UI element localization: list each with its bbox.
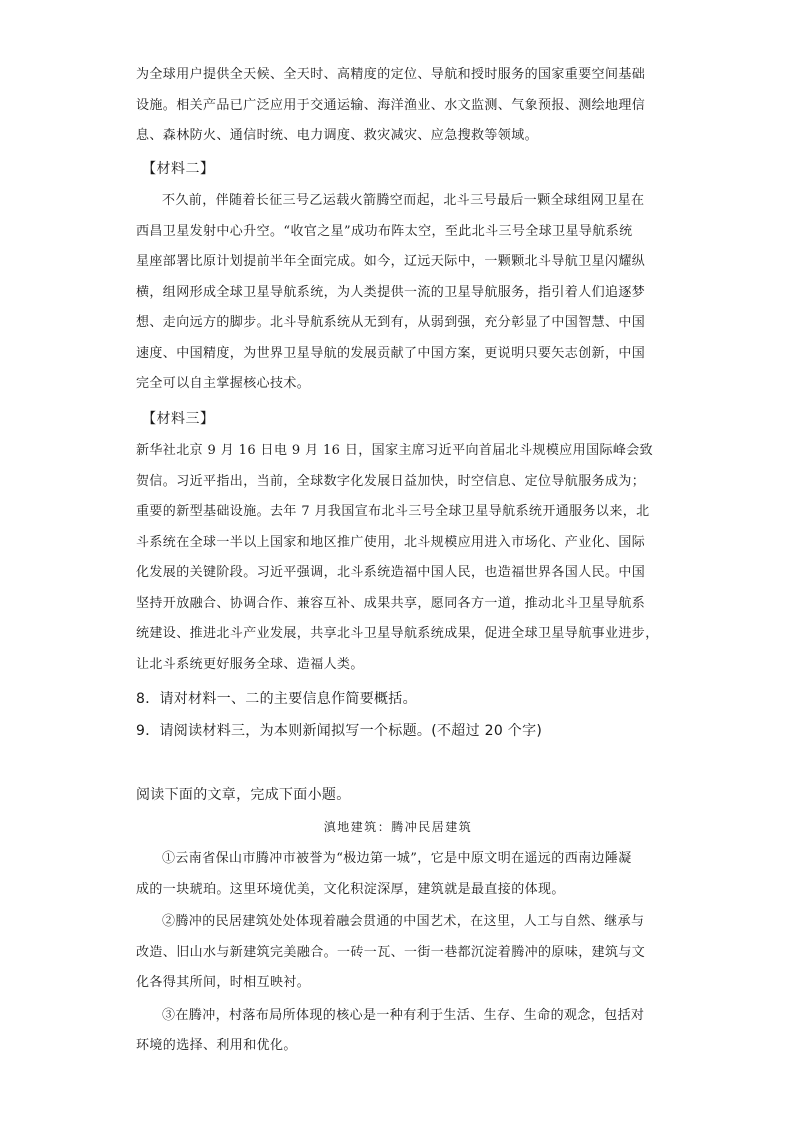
material-three-paragraph [136,436,660,680]
text-line: 新华社北京 9 月 16 日电 9 月 16 日，国家主席习近平向首届北斗规模应用国际峰会致 [136,443,654,458]
material-three-heading: 【材料三】 [142,411,215,427]
text-line: 贺信。习近平指出，当前，全球数字化发展日益加快，时空信息、定位导航服务成为； [136,473,646,489]
text-line: ①云南省保山市腾冲市被誉为“极边第一城”，它是中原文明在遥远的西南边陲凝 [162,851,632,866]
material-two-heading: 【材料二】 [142,161,215,177]
question-8: 8．请对材料一、二的主要信息作简要概括。 [136,691,417,707]
text-line: 统建设、推进北斗产业发展，共享北斗卫星导航系统成果，促进全球卫星导航事业进步， [136,626,659,641]
article-title: 滇地建筑：腾冲民居建筑 [323,820,473,834]
text-line: 重要的新型基础设施。去年 7 月我国宣布北斗三号全球卫星导航系统开通服务以来，北 [136,504,650,519]
text-line: 设施。相关产品已广泛应用于交通运输、海洋渔业、水文监测、气象预报、测绘地理信 [136,97,646,113]
text-line: 斗系统在全球一半以上国家和地区推广使用，北斗规模应用进入市场化、产业化、国际 [136,534,646,550]
text-line: ②腾冲的民居建筑处处体现着融会贯通的中国艺术，在这里，人工与自然、继承与 [162,914,645,929]
material-three-section [136,404,660,680]
text-line: 成的一块琥珀。这里环境优美，文化积淀深厚，建筑就是最直接的体现。 [136,881,565,897]
text-line: 让北斗系统更好服务全球、造福人类。 [136,656,364,672]
questions-section [136,684,660,746]
material-two-paragraph [136,186,660,400]
text-line: 改造、旧山水与新建筑完美融合。一砖一瓦、一街一巷都沉淀着腾冲的原味，建筑与文 [136,944,646,960]
text-line: 化发展的关键阶段。习近平强调，北斗系统造福中国人民，也造福世界各国人民。中国 [136,565,646,580]
text-line: 西昌卫星发射中心升空。“收官之星”成功布阵太空，至此北斗三号全球卫星导航系统 [136,223,633,239]
article-paragraph-3 [136,1001,660,1062]
text-line: 想、走向远方的脚步。北斗导航系统从无到有，从弱到强，充分彰显了中国智慧、中国 [136,315,646,330]
article-paragraph-2 [136,907,660,999]
text-line: 速度、中国精度，为世界卫星导航的发展贡献了中国方案，更说明只要矢志创新，中国 [136,345,646,361]
text-line: 星座部署比原计划提前半年全面完成。如今，辽远天际中，一颗颗北斗导航卫星闪耀纵 [136,254,646,269]
reading-instruction: 阅读下面的文章，完成下面小题。 [136,787,351,803]
text-line: ③在腾冲，村落布局所体现的核心是一种有利于生活、生存、生命的观念，包括对 [162,1007,645,1023]
material-one-text [136,60,660,152]
text-line: 息、森林防火、通信时统、电力调度、救灾减灾、应急搜救等领域。 [136,128,539,143]
text-line: 横，组网形成全球卫星导航系统，为人类提供一流的卫星导航服务，指引着人们追逐梦 [136,284,646,300]
material-one-paragraph [136,60,660,152]
material-two-section [136,154,660,400]
text-line: 环境的选择、利用和优化。 [136,1038,297,1053]
article-paragraph-1 [136,844,660,905]
text-line: 坚持开放融合、协调合作、兼容互补、成果共享，愿同各方一道，推动北斗卫星导航系 [136,595,646,611]
question-9: 9．请阅读材料三，为本则新闻拟写一个标题。(不超过 20 个字) [136,723,543,739]
text-line: 化各得其所间，时相互映衬。 [136,975,311,990]
text-line: 不久前，伴随着长征三号乙运载火箭腾空而起，北斗三号最后一颗全球组网卫星在 [162,193,645,208]
text-line: 完全可以自主掌握核心技术。 [136,376,311,391]
reading-section [136,780,660,1062]
text-line: 为全球用户提供全天候、全天时、高精度的定位、导航和授时服务的国家重要空间基础 [136,67,646,82]
